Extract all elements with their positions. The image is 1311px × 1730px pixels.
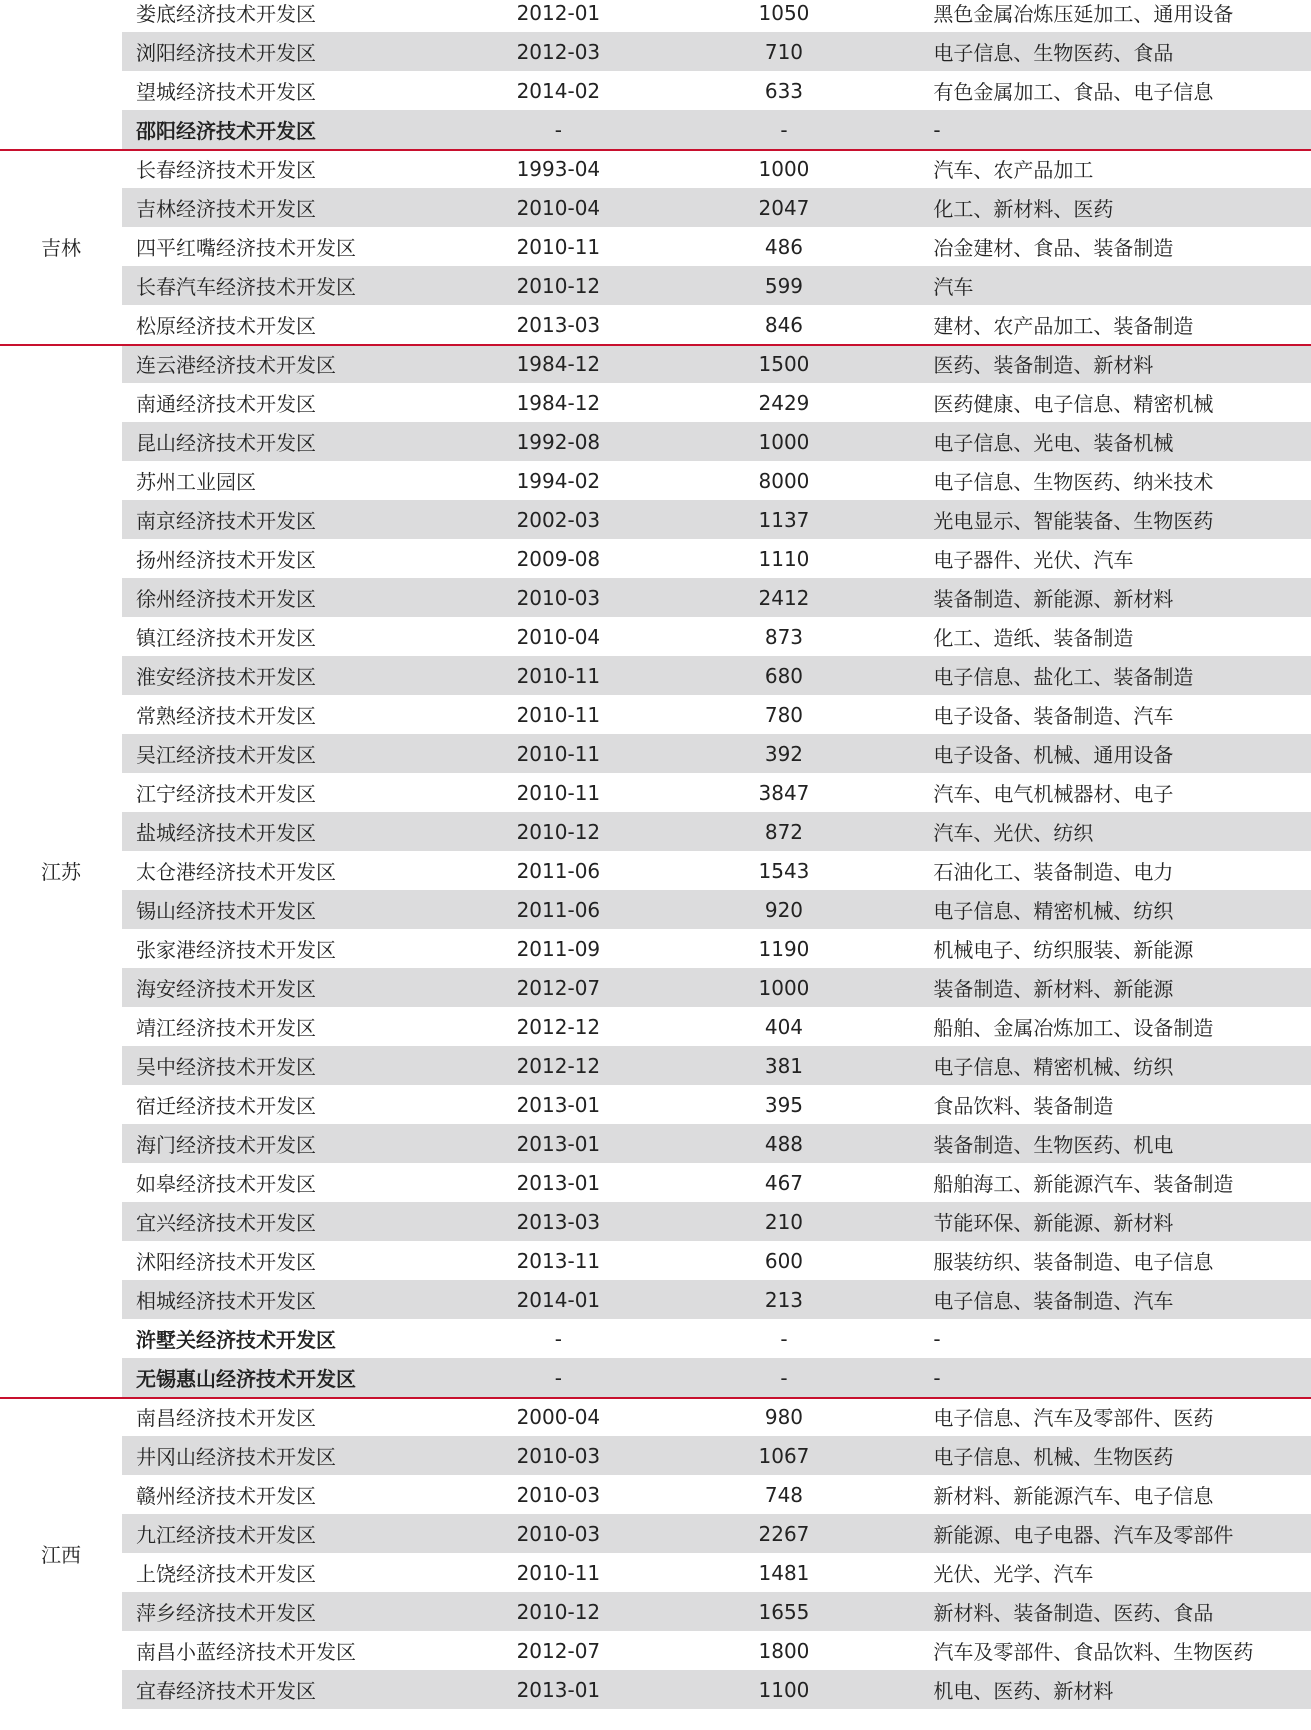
area-cell: 395	[764, 1092, 804, 1117]
area-cell: 633	[764, 78, 804, 103]
approval-date-cell: 2010-12	[516, 273, 601, 298]
zone-name-cell: 连云港经济技术开发区	[136, 353, 336, 377]
area-cell: -	[780, 1326, 788, 1351]
approval-date-cell: 2010-11	[516, 702, 601, 727]
province-group	[0, 1397, 1311, 1709]
industry-cell: 电子设备、装备制造、汽车	[933, 704, 1174, 728]
province-group	[0, 149, 1311, 344]
industry-cell: -	[933, 1365, 941, 1390]
zone-name-cell: 邵阳经济技术开发区	[136, 119, 316, 143]
table-row	[122, 656, 1311, 695]
zone-name-cell: 锡山经济技术开发区	[136, 899, 316, 923]
province-cell: 吉林	[41, 236, 81, 260]
approval-date-cell: 2010-03	[516, 1443, 601, 1468]
table-row	[122, 1631, 1311, 1670]
area-cell: 780	[764, 702, 804, 727]
table-row	[122, 32, 1311, 71]
area-cell: 1000	[758, 429, 810, 454]
industry-cell: 机械电子、纺织服装、新能源	[933, 938, 1194, 962]
zone-name-cell: 吉林经济技术开发区	[136, 197, 316, 221]
industry-cell: 石油化工、装备制造、电力	[933, 860, 1174, 884]
table-row	[122, 1397, 1311, 1436]
zone-name-cell: 苏州工业园区	[136, 470, 256, 494]
industry-cell: 电子信息、光电、装备机械	[933, 431, 1174, 455]
zone-name-cell: 扬州经济技术开发区	[136, 548, 316, 572]
table-row	[122, 1670, 1311, 1709]
industry-cell: 汽车及零部件、食品饮料、生物医药	[933, 1640, 1254, 1664]
industry-cell: 汽车、农产品加工	[933, 158, 1094, 182]
area-cell: 1800	[758, 1638, 810, 1663]
industry-cell: 冶金建材、食品、装备制造	[933, 236, 1174, 260]
industry-cell: 电子信息、盐化工、装备制造	[933, 665, 1194, 689]
area-cell: 213	[764, 1287, 804, 1312]
approval-date-cell: 1984-12	[516, 351, 601, 376]
industry-cell: 机电、医药、新材料	[933, 1679, 1114, 1703]
industry-cell: 电子设备、机械、通用设备	[933, 743, 1174, 767]
table-row	[122, 227, 1311, 266]
table-row	[122, 539, 1311, 578]
area-cell: 1110	[758, 546, 810, 571]
area-cell: 210	[764, 1209, 804, 1234]
table-row	[122, 1007, 1311, 1046]
zone-name-cell: 南京经济技术开发区	[136, 509, 316, 533]
table-row	[122, 110, 1311, 149]
area-cell: 1067	[758, 1443, 810, 1468]
area-cell: 486	[764, 234, 804, 259]
industry-cell: 建材、农产品加工、装备制造	[933, 314, 1194, 338]
industry-cell: 新能源、电子电器、汽车及零部件	[933, 1523, 1234, 1547]
area-cell: 404	[764, 1014, 804, 1039]
zone-name-cell: 南通经济技术开发区	[136, 392, 316, 416]
industry-cell: -	[933, 1326, 941, 1351]
table-row	[122, 1046, 1311, 1085]
industry-cell: 电子器件、光伏、汽车	[933, 548, 1134, 572]
industry-cell: 汽车、电气机械器材、电子	[933, 782, 1174, 806]
zone-name-cell: 浒墅关经济技术开发区	[136, 1328, 336, 1352]
approval-date-cell: 2010-04	[516, 195, 601, 220]
table-row	[122, 305, 1311, 344]
approval-date-cell: 2002-03	[516, 507, 601, 532]
approval-date-cell: 2013-01	[516, 1131, 601, 1156]
zone-name-cell: 淮安经济技术开发区	[136, 665, 316, 689]
zone-name-cell: 昆山经济技术开发区	[136, 431, 316, 455]
table-row	[122, 461, 1311, 500]
zone-name-cell: 长春汽车经济技术开发区	[136, 275, 356, 299]
approval-date-cell: 2012-07	[516, 1638, 601, 1663]
approval-date-cell: 2014-02	[516, 78, 601, 103]
table-row	[122, 773, 1311, 812]
industry-cell: 汽车、光伏、纺织	[933, 821, 1094, 845]
table-row	[122, 266, 1311, 305]
industry-cell: 化工、造纸、装备制造	[933, 626, 1134, 650]
zone-name-cell: 娄底经济技术开发区	[136, 2, 316, 26]
industry-cell: 黑色金属冶炼压延加工、通用设备	[933, 2, 1234, 26]
area-cell: 680	[764, 663, 804, 688]
province-cell: 江西	[41, 1542, 81, 1567]
table-row	[122, 929, 1311, 968]
approval-date-cell: 2010-11	[516, 1560, 601, 1585]
industry-cell: 装备制造、新能源、新材料	[933, 587, 1174, 611]
approval-date-cell: 2013-01	[516, 1170, 601, 1195]
zone-name-cell: 张家港经济技术开发区	[136, 938, 336, 962]
zone-name-cell: 上饶经济技术开发区	[136, 1562, 316, 1586]
approval-date-cell: 2010-04	[516, 624, 601, 649]
zone-name-cell: 长春经济技术开发区	[136, 158, 316, 182]
area-cell: 381	[764, 1053, 804, 1078]
area-cell: 1137	[758, 507, 810, 532]
table-row	[122, 617, 1311, 656]
area-cell: 8000	[758, 468, 810, 493]
area-cell: 392	[764, 741, 804, 766]
table-row	[122, 188, 1311, 227]
area-cell: 872	[764, 819, 804, 844]
table-row	[122, 1514, 1311, 1553]
table-row	[122, 344, 1311, 383]
approval-date-cell: 2013-03	[516, 312, 601, 337]
zone-name-cell: 江宁经济技术开发区	[136, 782, 316, 806]
industry-cell: 光伏、光学、汽车	[933, 1562, 1094, 1586]
zone-name-cell: 徐州经济技术开发区	[136, 587, 316, 611]
approval-date-cell: 2010-11	[516, 741, 601, 766]
table-row	[122, 1436, 1311, 1475]
approval-date-cell: 1992-08	[516, 429, 601, 454]
zone-name-cell: 南昌经济技术开发区	[136, 1406, 316, 1430]
zone-name-cell: 九江经济技术开发区	[136, 1523, 316, 1547]
province-group	[0, 0, 1311, 149]
table-row	[122, 0, 1311, 32]
approval-date-cell: 2010-03	[516, 1521, 601, 1546]
industry-cell: 装备制造、生物医药、机电	[933, 1133, 1174, 1157]
industry-cell: 电子信息、装备制造、汽车	[933, 1289, 1174, 1313]
area-cell: 3847	[758, 780, 810, 805]
approval-date-cell: 2000-04	[516, 1404, 601, 1429]
zone-name-cell: 盐城经济技术开发区	[136, 821, 316, 845]
table-row	[122, 812, 1311, 851]
industry-cell: 装备制造、新材料、新能源	[933, 977, 1174, 1001]
industry-cell: 光电显示、智能装备、生物医药	[933, 509, 1214, 533]
area-cell: 2047	[758, 195, 810, 220]
approval-date-cell: -	[554, 1326, 562, 1351]
table-row	[122, 734, 1311, 773]
area-cell: 467	[764, 1170, 804, 1195]
table-row	[122, 578, 1311, 617]
province-group	[0, 344, 1311, 1397]
approval-date-cell: 2011-06	[516, 897, 601, 922]
province-cell	[0, 0, 122, 149]
zone-name-cell: 南昌小蓝经济技术开发区	[136, 1640, 356, 1664]
area-cell: 980	[764, 1404, 804, 1429]
table-row	[122, 1085, 1311, 1124]
table-row	[122, 968, 1311, 1007]
zone-name-cell: 靖江经济技术开发区	[136, 1016, 316, 1040]
industry-cell: 电子信息、精密机械、纺织	[933, 1055, 1174, 1079]
area-cell: 488	[764, 1131, 804, 1156]
zone-name-cell: 沭阳经济技术开发区	[136, 1250, 316, 1274]
industry-cell: 船舶海工、新能源汽车、装备制造	[933, 1172, 1234, 1196]
industry-cell: 新材料、新能源汽车、电子信息	[933, 1484, 1214, 1508]
area-cell: 1050	[758, 0, 810, 25]
approval-date-cell: 2013-01	[516, 1677, 601, 1702]
approval-date-cell: 2010-11	[516, 780, 601, 805]
table-row	[122, 71, 1311, 110]
area-cell: 1543	[758, 858, 810, 883]
zone-name-cell: 太仓港经济技术开发区	[136, 860, 336, 884]
table-row	[122, 149, 1311, 188]
industry-cell: 食品饮料、装备制造	[933, 1094, 1114, 1118]
area-cell: -	[780, 117, 788, 142]
area-cell: 600	[764, 1248, 804, 1273]
area-cell: 1500	[758, 351, 810, 376]
area-cell: 748	[764, 1482, 804, 1507]
table-row	[122, 1592, 1311, 1631]
area-cell: 1655	[758, 1599, 810, 1624]
zone-name-cell: 井冈山经济技术开发区	[136, 1445, 336, 1469]
approval-date-cell: 2010-12	[516, 1599, 601, 1624]
approval-date-cell: 2012-01	[516, 0, 601, 25]
area-cell: -	[780, 1365, 788, 1390]
table-row	[122, 851, 1311, 890]
zone-name-cell: 四平红嘴经济技术开发区	[136, 236, 356, 260]
zone-name-cell: 宜春经济技术开发区	[136, 1679, 316, 1703]
approval-date-cell: 2011-06	[516, 858, 601, 883]
table-row	[122, 500, 1311, 539]
area-cell: 846	[764, 312, 804, 337]
approval-date-cell: 2010-11	[516, 234, 601, 259]
area-cell: 2412	[758, 585, 810, 610]
industry-cell: 汽车	[933, 275, 974, 299]
approval-date-cell: 2010-11	[516, 663, 601, 688]
table-row	[122, 1202, 1311, 1241]
zone-name-cell: 宜兴经济技术开发区	[136, 1211, 316, 1235]
approval-date-cell: 1993-04	[516, 156, 601, 181]
approval-date-cell: 1994-02	[516, 468, 601, 493]
approval-date-cell: 2012-07	[516, 975, 601, 1000]
table-row	[122, 1319, 1311, 1358]
zone-name-cell: 赣州经济技术开发区	[136, 1484, 316, 1508]
approval-date-cell: 2010-03	[516, 585, 601, 610]
approval-date-cell: 2009-08	[516, 546, 601, 571]
approval-date-cell: 2012-03	[516, 39, 601, 64]
zone-name-cell: 无锡惠山经济技术开发区	[136, 1367, 356, 1391]
table-row	[122, 422, 1311, 461]
zone-name-cell: 萍乡经济技术开发区	[136, 1601, 316, 1625]
zone-name-cell: 望城经济技术开发区	[136, 80, 316, 104]
approval-date-cell: -	[554, 1365, 562, 1390]
approval-date-cell: 2014-01	[516, 1287, 601, 1312]
industry-cell: 有色金属加工、食品、电子信息	[933, 80, 1214, 104]
area-cell: 1481	[758, 1560, 810, 1585]
area-cell: 1100	[758, 1677, 810, 1702]
table-row	[122, 695, 1311, 734]
industry-cell: 电子信息、生物医药、食品	[933, 41, 1174, 65]
area-cell: 599	[764, 273, 804, 298]
approval-date-cell: 2010-12	[516, 819, 601, 844]
table-row	[122, 890, 1311, 929]
industry-cell: 新材料、装备制造、医药、食品	[933, 1601, 1214, 1625]
approval-date-cell: 2013-03	[516, 1209, 601, 1234]
zone-name-cell: 吴江经济技术开发区	[136, 743, 316, 767]
table-row	[122, 1358, 1311, 1397]
zone-name-cell: 海安经济技术开发区	[136, 977, 316, 1001]
approval-date-cell: -	[554, 117, 562, 142]
approval-date-cell: 2013-01	[516, 1092, 601, 1117]
zone-name-cell: 松原经济技术开发区	[136, 314, 316, 338]
approval-date-cell: 2013-11	[516, 1248, 601, 1273]
area-cell: 2267	[758, 1521, 810, 1546]
industry-cell: -	[933, 117, 941, 142]
area-cell: 920	[764, 897, 804, 922]
industry-cell: 医药健康、电子信息、精密机械	[933, 392, 1214, 416]
table-row	[122, 1475, 1311, 1514]
table-row	[122, 1124, 1311, 1163]
area-cell: 1000	[758, 156, 810, 181]
zone-name-cell: 吴中经济技术开发区	[136, 1055, 316, 1079]
table-row	[122, 1553, 1311, 1592]
approval-date-cell: 1984-12	[516, 390, 601, 415]
industry-cell: 医药、装备制造、新材料	[933, 353, 1154, 377]
table-row	[122, 1163, 1311, 1202]
area-cell: 2429	[758, 390, 810, 415]
industry-cell: 电子信息、机械、生物医药	[933, 1445, 1174, 1469]
zone-name-cell: 镇江经济技术开发区	[136, 626, 316, 650]
industry-cell: 电子信息、汽车及零部件、医药	[933, 1406, 1214, 1430]
zone-name-cell: 浏阳经济技术开发区	[136, 41, 316, 65]
zone-name-cell: 如皋经济技术开发区	[136, 1172, 316, 1196]
zone-name-cell: 常熟经济技术开发区	[136, 704, 316, 728]
zone-name-cell: 海门经济技术开发区	[136, 1133, 316, 1157]
area-cell: 710	[764, 39, 804, 64]
area-cell: 1000	[758, 975, 810, 1000]
table-row	[122, 383, 1311, 422]
approval-date-cell: 2010-03	[516, 1482, 601, 1507]
table-row	[122, 1280, 1311, 1319]
industry-cell: 电子信息、精密机械、纺织	[933, 899, 1174, 923]
approval-date-cell: 2012-12	[516, 1053, 601, 1078]
industry-cell: 电子信息、生物医药、纳米技术	[933, 470, 1214, 494]
area-cell: 873	[764, 624, 804, 649]
area-cell: 1190	[758, 936, 810, 961]
industry-cell: 化工、新材料、医药	[933, 197, 1114, 221]
approval-date-cell: 2012-12	[516, 1014, 601, 1039]
zone-name-cell: 相城经济技术开发区	[136, 1289, 316, 1313]
industry-cell: 节能环保、新能源、新材料	[933, 1211, 1174, 1235]
zone-name-cell: 宿迁经济技术开发区	[136, 1094, 316, 1118]
approval-date-cell: 2011-09	[516, 936, 601, 961]
industry-cell: 船舶、金属冶炼加工、设备制造	[933, 1016, 1214, 1040]
province-cell: 江苏	[41, 860, 81, 884]
table-row	[122, 1241, 1311, 1280]
industry-cell: 服装纺织、装备制造、电子信息	[933, 1250, 1214, 1274]
